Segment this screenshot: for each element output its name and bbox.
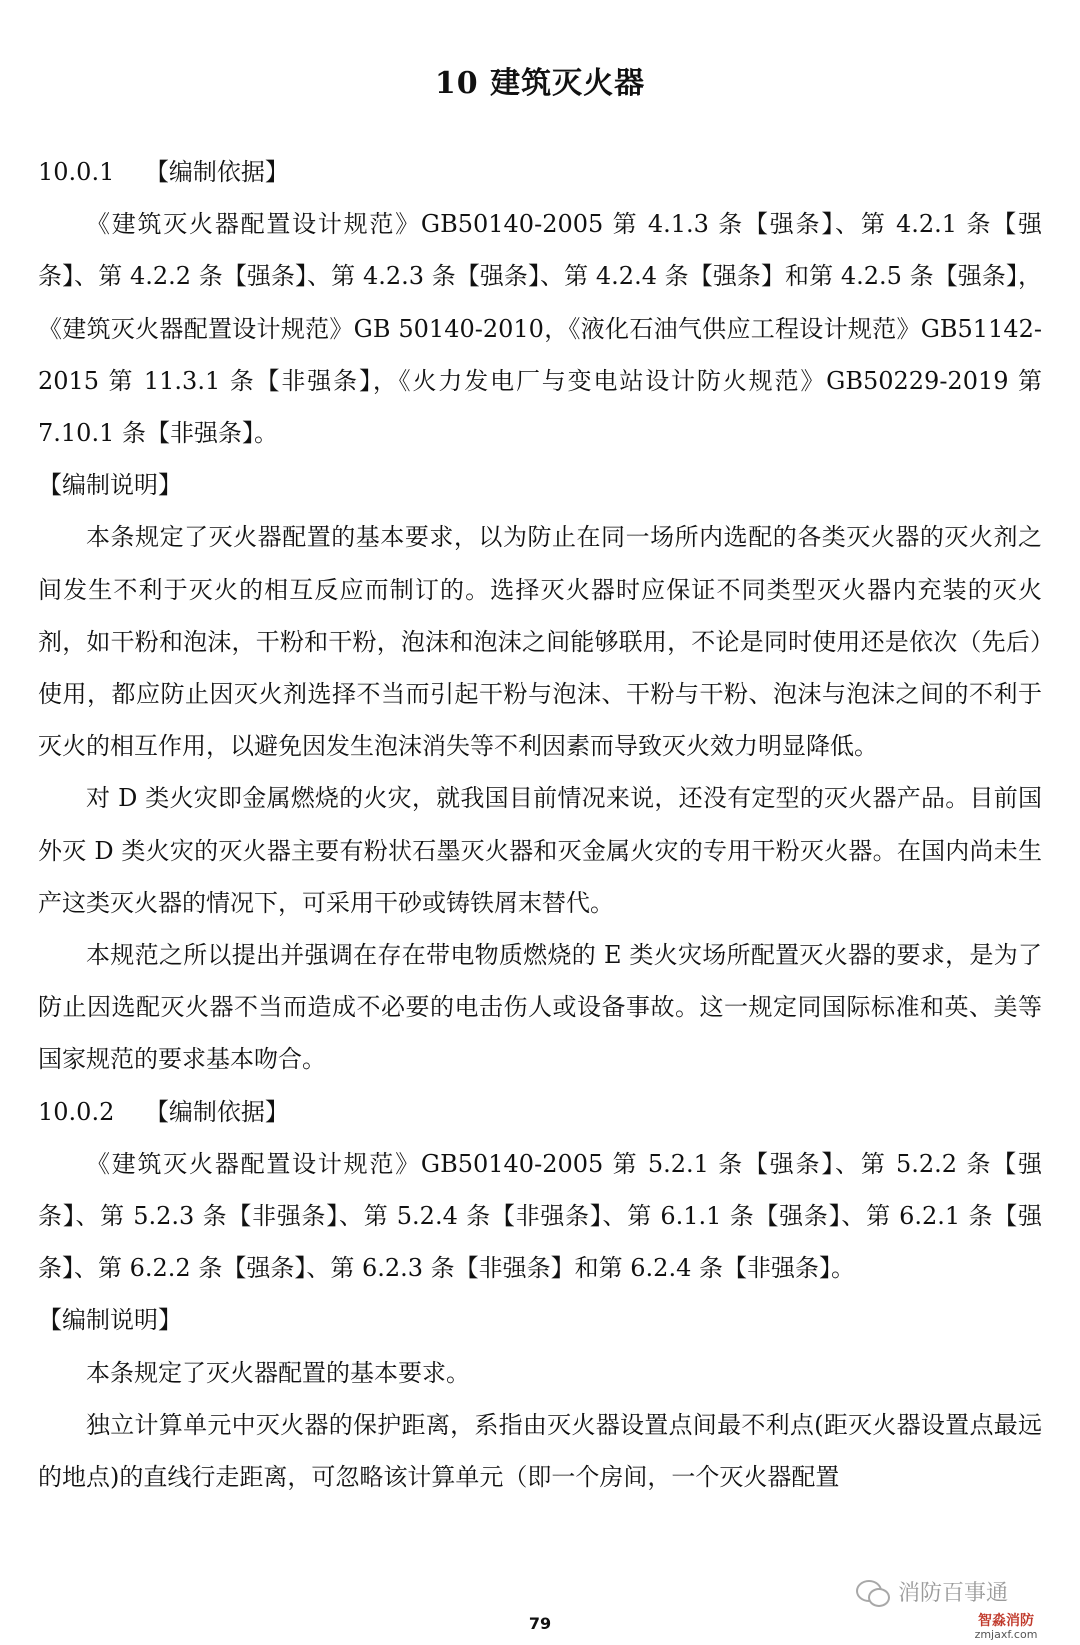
site-logo-domain: zmjaxf.com [974, 1627, 1038, 1641]
wechat-watermark [856, 1576, 1008, 1607]
explanation-paragraph: 对 D 类火灾即金属燃烧的火灾，就我国目前情况来说，还没有定型的灭火器产品。目前国外灭 D 类火灾的灭火器主要有粉状石墨灭火器和灭金属火灾的专用干粉灭火器。在国内尚未生产这类灭火器的情况下，可采用干砂或铸铁屑末替代。 [38, 784, 1042, 917]
clause-heading: 10.0.1 【编制依据】 [38, 158, 289, 186]
explanation-paragraph: 本条规定了灭火器配置的基本要求，以为防止在同一场所内选配的各类灭火器的灭火剂之间发生不利于灭火的相互反应而制订的。选择灭火器时应保证不同类型灭火器内充装的灭火剂，如干粉和泡沫，干粉和干粉，泡沫和泡沫之间能够联用，不论是同时使用还是依次（先后）使用，都应防止因灭火剂选择不当而引起干粉与泡沫、干粉与干粉、泡沫与泡沫之间的不利于灭火的相互作用，以避免因发生泡沫消失等不利因素而导致灭火效力明显降低。 [38, 523, 1042, 761]
section-heading: 【编制说明】 [38, 1306, 182, 1335]
watermark-text: 消防百事通 [898, 1581, 1009, 1606]
explanation-paragraph: 本规范之所以提出并强调在存在带电物质燃烧的 E 类火灾场所配置灭火器的要求，是为了防止因选配灭火器不当而造成不必要的电击伤人或设备事故。这一规定同国际标准和英、美等国家规范的要求基本吻合。 [38, 941, 1042, 1074]
explanation-paragraph: 本条规定了灭火器配置的基本要求。 [86, 1358, 470, 1387]
page-number: 79 [528, 1614, 552, 1633]
site-logo [956, 1614, 1056, 1640]
section-heading: 【编制说明】 [38, 471, 182, 500]
wechat-icon [856, 1578, 890, 1606]
chapter-title: 10 建筑灭火器 [434, 66, 646, 101]
clause-heading: 10.0.2 【编制依据】 [38, 1097, 289, 1126]
basis-paragraph: 《建筑灭火器配置设计规范》GB50140-2005 第 4.1.3 条【强条】、第 4.2.1 条【强条】、第 4.2.2 条【强条】、第 4.2.3 条【强条】、第 4.2.4 条【强条】和第 4.2.5 条【强条】，《建筑灭火器配置设计规范》GB 50140-2010，《液化石油气供应工程设计规范》GB51142-2015 第 11.3.1 条【非强条】，《火力发电厂与变电站设计防火规范》GB50229-2019 第 7.10.1 条【非强条】。 [38, 210, 1042, 448]
explanation-paragraph: 独立计算单元中灭火器的保护距离，系指由灭火器设置点间最不利点(距灭火器设置点最远的地点)的直线行走距离，可忽略该计算单元（即一个房间，一个灭火器配置 [38, 1410, 1042, 1492]
basis-paragraph: 《建筑灭火器配置设计规范》GB50140-2005 第 5.2.1 条【强条】、第 5.2.2 条【强条】、第 5.2.3 条【非强条】、第 5.2.4 条【非强条】、第 6.1.1 条【强条】、第 6.2.1 条【强条】、第 6.2.2 条【强条】、第 6.2.3 条【非强条】和第 6.2.4 条【非强条】。 [38, 1149, 1042, 1283]
site-logo-name: 智淼消防 [978, 1613, 1034, 1629]
document-body [38, 146, 1042, 1503]
